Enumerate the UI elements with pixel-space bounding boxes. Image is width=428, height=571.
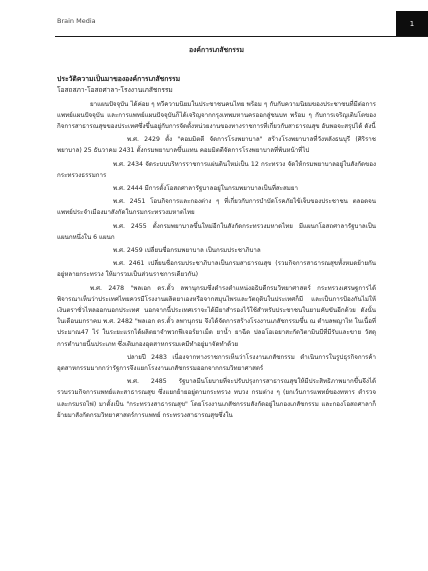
paragraph: พ.ศ. 2478 "พลเอก ดร.ตั้ว ลพานุกรมซึ่งดำรงตำแหน่งอธิบดีกรมวิทยาศาสตร์ กระทรวงเศรษฐการได้พิจารณาเห็นว่าประเทศไทยควรมีโรงงานผลิตยาเองหรือจากสมุนไพรและวัตถุดิบในประเทศก็มี และเป็นการป้องกันไม่ให้เงินตราชั่วไหลออกนอกประเทศ นอกจากนี้ประเทศเราจะได้มียาสำรองไว้ใช้สำหรับประชาชนในยามคับขันอีกด้วย ดังนั้นในเดือนมกราคม พ.ศ. 2482 "พลเอก ดร.ตั้ว ลพานุกรม จึงได้จัดการสร้างโรงงานเภสัชกรรมขึ้น ณ ตำบลพญาไท ในเนื้อที่ประมาณ47 ไร่ ในระยะแรกได้ผลิตยาจำพวกฟีเจอร์ยาเม็ด ยาน้ำ ยาฉีด ปลอโอเอยาสะกัดวิตามินบีที่มีรับและขาย วัสดุการตำนายนี้นประเภท ซึ่งเติมกองอุตสาหกรรมเคมีทำอยู่มาจัดทำด้วย: [57, 284, 376, 348]
brand-label: Brain Media: [57, 17, 96, 25]
paragraph: พ.ศ. 2485 รัฐบาลมีนโยบายที่จะปรับปรุงการสาธารณสุขให้มีประสิทธิภาพมากขึ้นจึงได้รวบรวมกิจการแพทย์และสาธารณสุข ซึ่งแยกย้ายอยู่ตามกระทรวง ทบวง กรมต่าง ๆ (ยกเว้นการแพทย์ของทหาร ตำรวจ และกรมรถไฟ) มาตั้งเป็น "กระทรวงสาธารณสุข" โดยโรงงานเภสัชกรรมสังกัดอยู่ในกองเภสัชกรรม และกองโอสถศาลาก็ย้ายมาสังกัดกรมวิทยาศาสตร์การแพทย์ กระทรวงสาธารณสุขซึ่งใน: [57, 378, 376, 419]
paragraph: พ.ศ. 2461 เปลี่ยนชื่อกรมประชาภิบาลเป็นกรมสาธารณสุข (รวมกิจการสาธารณสุขทั้งหมดย้ายกันอยู่หลายกระทรวง ให้มารวมเป็นส่วนราชการเดียวกัน): [57, 260, 376, 279]
page-header: [0, 0, 428, 42]
header-divider: [55, 36, 428, 37]
section-subheading: โอสถสภา-โอสถศาลา-โรงงานเภสัชกรรม: [57, 86, 173, 95]
paragraph: พ.ศ. 2459 เปลี่ยนชื่อกรมพยาบาล เป็นกรมประชาภิบาล: [113, 247, 261, 255]
paragraph: พ.ศ. 2455 ตั้งกรมพยาบาลขึ้นใหม่อีกในสังกัดกระทรวงมหาดไทย มีแผนกโอสถศาลารัฐบาลเป็นแผนกหนึ่งใน 6 แผนก: [57, 222, 376, 241]
paragraph: พ.ศ. 2429 ตั้ง "คอมมิตตี จัดการโรงพยาบาล" สร้างโรงพยาบาลที่วังหลังธนบุรี (ศิริราชพยาบาล) 25 ธันวาคม 2431 ตั้งกรมพยาบาลขึ้นแทน คอมมิตตีจัดการโรงพยาบาลที่พ้นหน้าที่ไป: [57, 136, 376, 155]
page-number-badge: 1: [396, 11, 428, 36]
paragraph: ยาแผนปัจจุบัน ได้ค่อย ๆ ทวีความนิยมในประชาชนคนไทย พร้อม ๆ กับกับความนิยมของประชาชนที่มีต่อการแพทย์แผนปัจจุบัน และการแพทย์แผนปัจจุบันก็ได้เจริญจากกรุงเทพมหานครออกสู่ชนบท พร้อม ๆ กับการเจริญเติบโตของกิจการสาธารณสุขของประเทศซึ่งขึ้นอยู่กับการจัดตั้งหน่วยงานของทางราชการที่เกี่ยวกับสาธารณสุข อันพอจะสรุปได้ ดังนี้: [57, 100, 376, 131]
paragraph: พ.ศ. 2434 จัดระบบบริหารราชการแผ่นดินใหม่เป็น 12 กระทรวง จัดให้กรมพยาบาลอยู่ในสังกัดของกระทรวงธรรมการ: [57, 160, 376, 179]
section-heading: ประวัติความเป็นมาขององค์การเภสัชกรรม: [57, 75, 181, 84]
paragraph: ปลายปี 2483 เนื่องจากทางราชการเห็นว่าโรงงานเภสัชกรรม ดำเนินการในรูปธุรกิจการค้า อุตสาหกรรมมากกว่ารัฐการจึงแยกโรงงานเภสัชกรรมออกจากกรมวิทยาศาสตร์: [57, 353, 376, 373]
document-body: [57, 44, 376, 423]
paragraph: พ.ศ. 2451 โอนกิจการและกองต่าง ๆ ที่เกี่ยวกับการบำบัดโรคภัยไข้เจ็บของประชาชน ตลอดจนแพทย์ประจำเมืองมาสังกัดในกรมกระทรวงมหาดไทย: [57, 198, 376, 217]
page-title: องค์การเภสัชกรรม: [189, 46, 244, 54]
paragraph: พ.ศ. 2444 มีการตั้งโอสถศาลารัฐบาลอยู่ในกรมพยาบาลเป็นที่สะสมยา: [113, 185, 298, 193]
